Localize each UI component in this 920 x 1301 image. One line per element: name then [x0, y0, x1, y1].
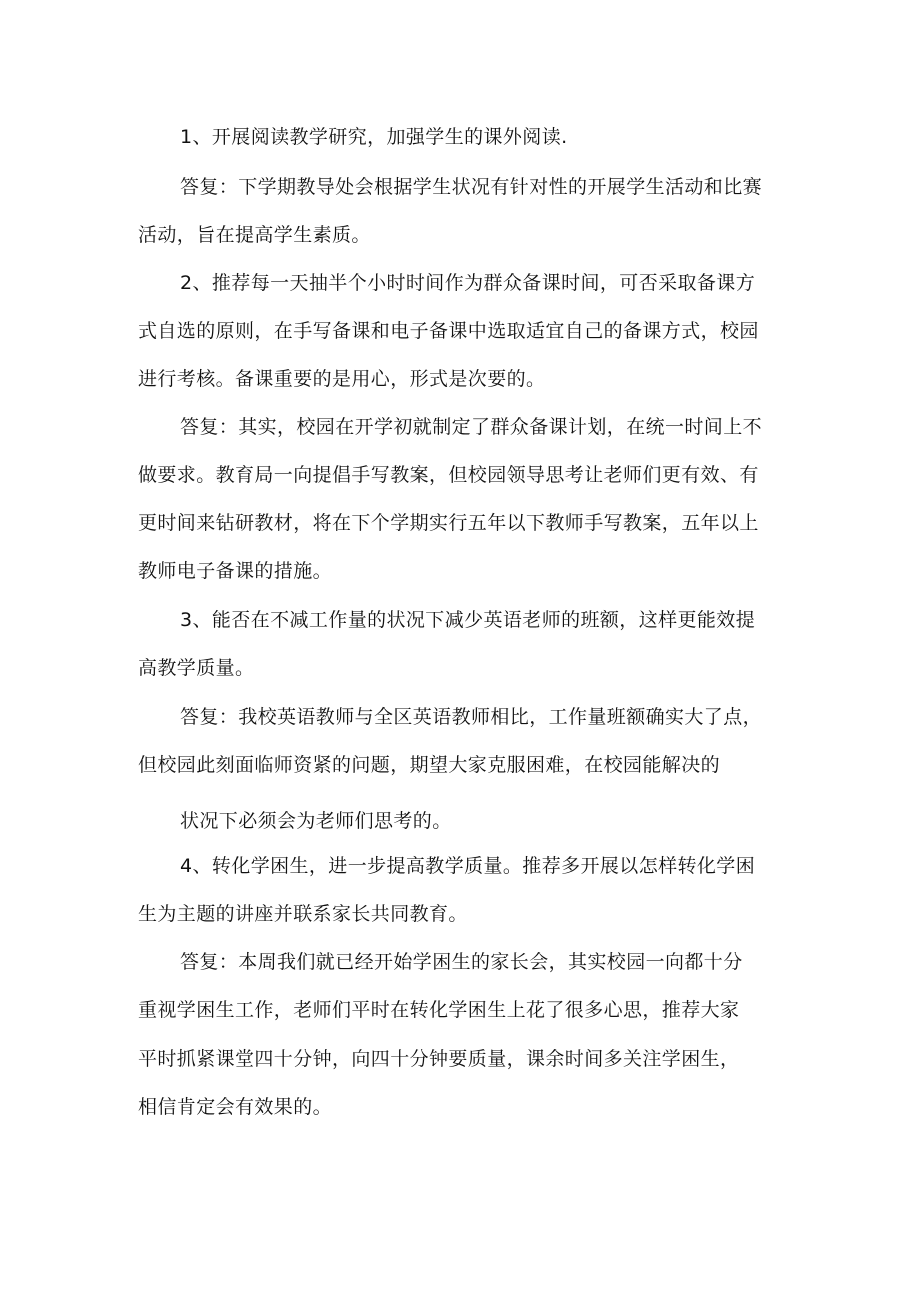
- answer-4-line-2: 重视学困生工作，老师们平时在转化学困生上花了很多心思，推荐大家: [138, 999, 740, 1021]
- question-2-line-2: 式自选的原则，在手写备课和电子备课中选取适宜自己的备课方式，校园: [138, 320, 759, 342]
- answer-2-line-3: 更时间来钻研教材，将在下个学期实行五年以下教师手写教案，五年以上: [138, 512, 759, 534]
- question-3-line-1: 3、能否在不减工作量的状况下减少英语老师的班额，这样更能效提: [180, 609, 756, 631]
- question-3-line-2: 高教学质量。: [138, 657, 255, 679]
- answer-2-line-1: 答复：其实，校园在开学初就制定了群众备课计划，在统一时间上不: [180, 416, 763, 438]
- answer-1-line-1: 答复：下学期教导处会根据学生状况有针对性的开展学生活动和比赛: [180, 176, 763, 198]
- answer-4-line-1: 答复：本周我们就已经开始学困生的家长会，其实校园一向都十分: [180, 951, 743, 973]
- question-4-line-1: 4、转化学困生，进一步提高教学质量。推荐多开展以怎样转化学困: [180, 855, 756, 877]
- question-1: 1、开展阅读教学研究，加强学生的课外阅读.: [180, 126, 568, 148]
- answer-4-line-4: 相信肯定会有效果的。: [138, 1096, 333, 1118]
- answer-1-line-2: 活动，旨在提高学生素质。: [138, 224, 371, 246]
- answer-3-line-3: 状况下必须会为老师们思考的。: [180, 810, 452, 832]
- answer-4-line-3: 平时抓紧课堂四十分钟，向四十分钟要质量，课余时间多关注学困生，: [138, 1048, 740, 1070]
- answer-3-line-1: 答复：我校英语教师与全区英语教师相比，工作量班额确实大了点，: [180, 706, 763, 728]
- question-2-line-1: 2、推荐每一天抽半个小时时间作为群众备课时间，可否采取备课方: [180, 272, 756, 294]
- question-4-line-2: 生为主题的讲座并联系家长共同教育。: [138, 903, 468, 925]
- answer-2-line-4: 教师电子备课的措施。: [138, 560, 333, 582]
- answer-3-line-2: 但校园此刻面临师资紧的问题，期望大家克服困难，在校园能解决的: [138, 754, 721, 776]
- question-2-line-3: 进行考核。备课重要的是用心，形式是次要的。: [138, 368, 546, 390]
- answer-2-line-2: 做要求。教育局一向提倡手写教案，但校园领导思考让老师们更有效、有: [138, 464, 759, 486]
